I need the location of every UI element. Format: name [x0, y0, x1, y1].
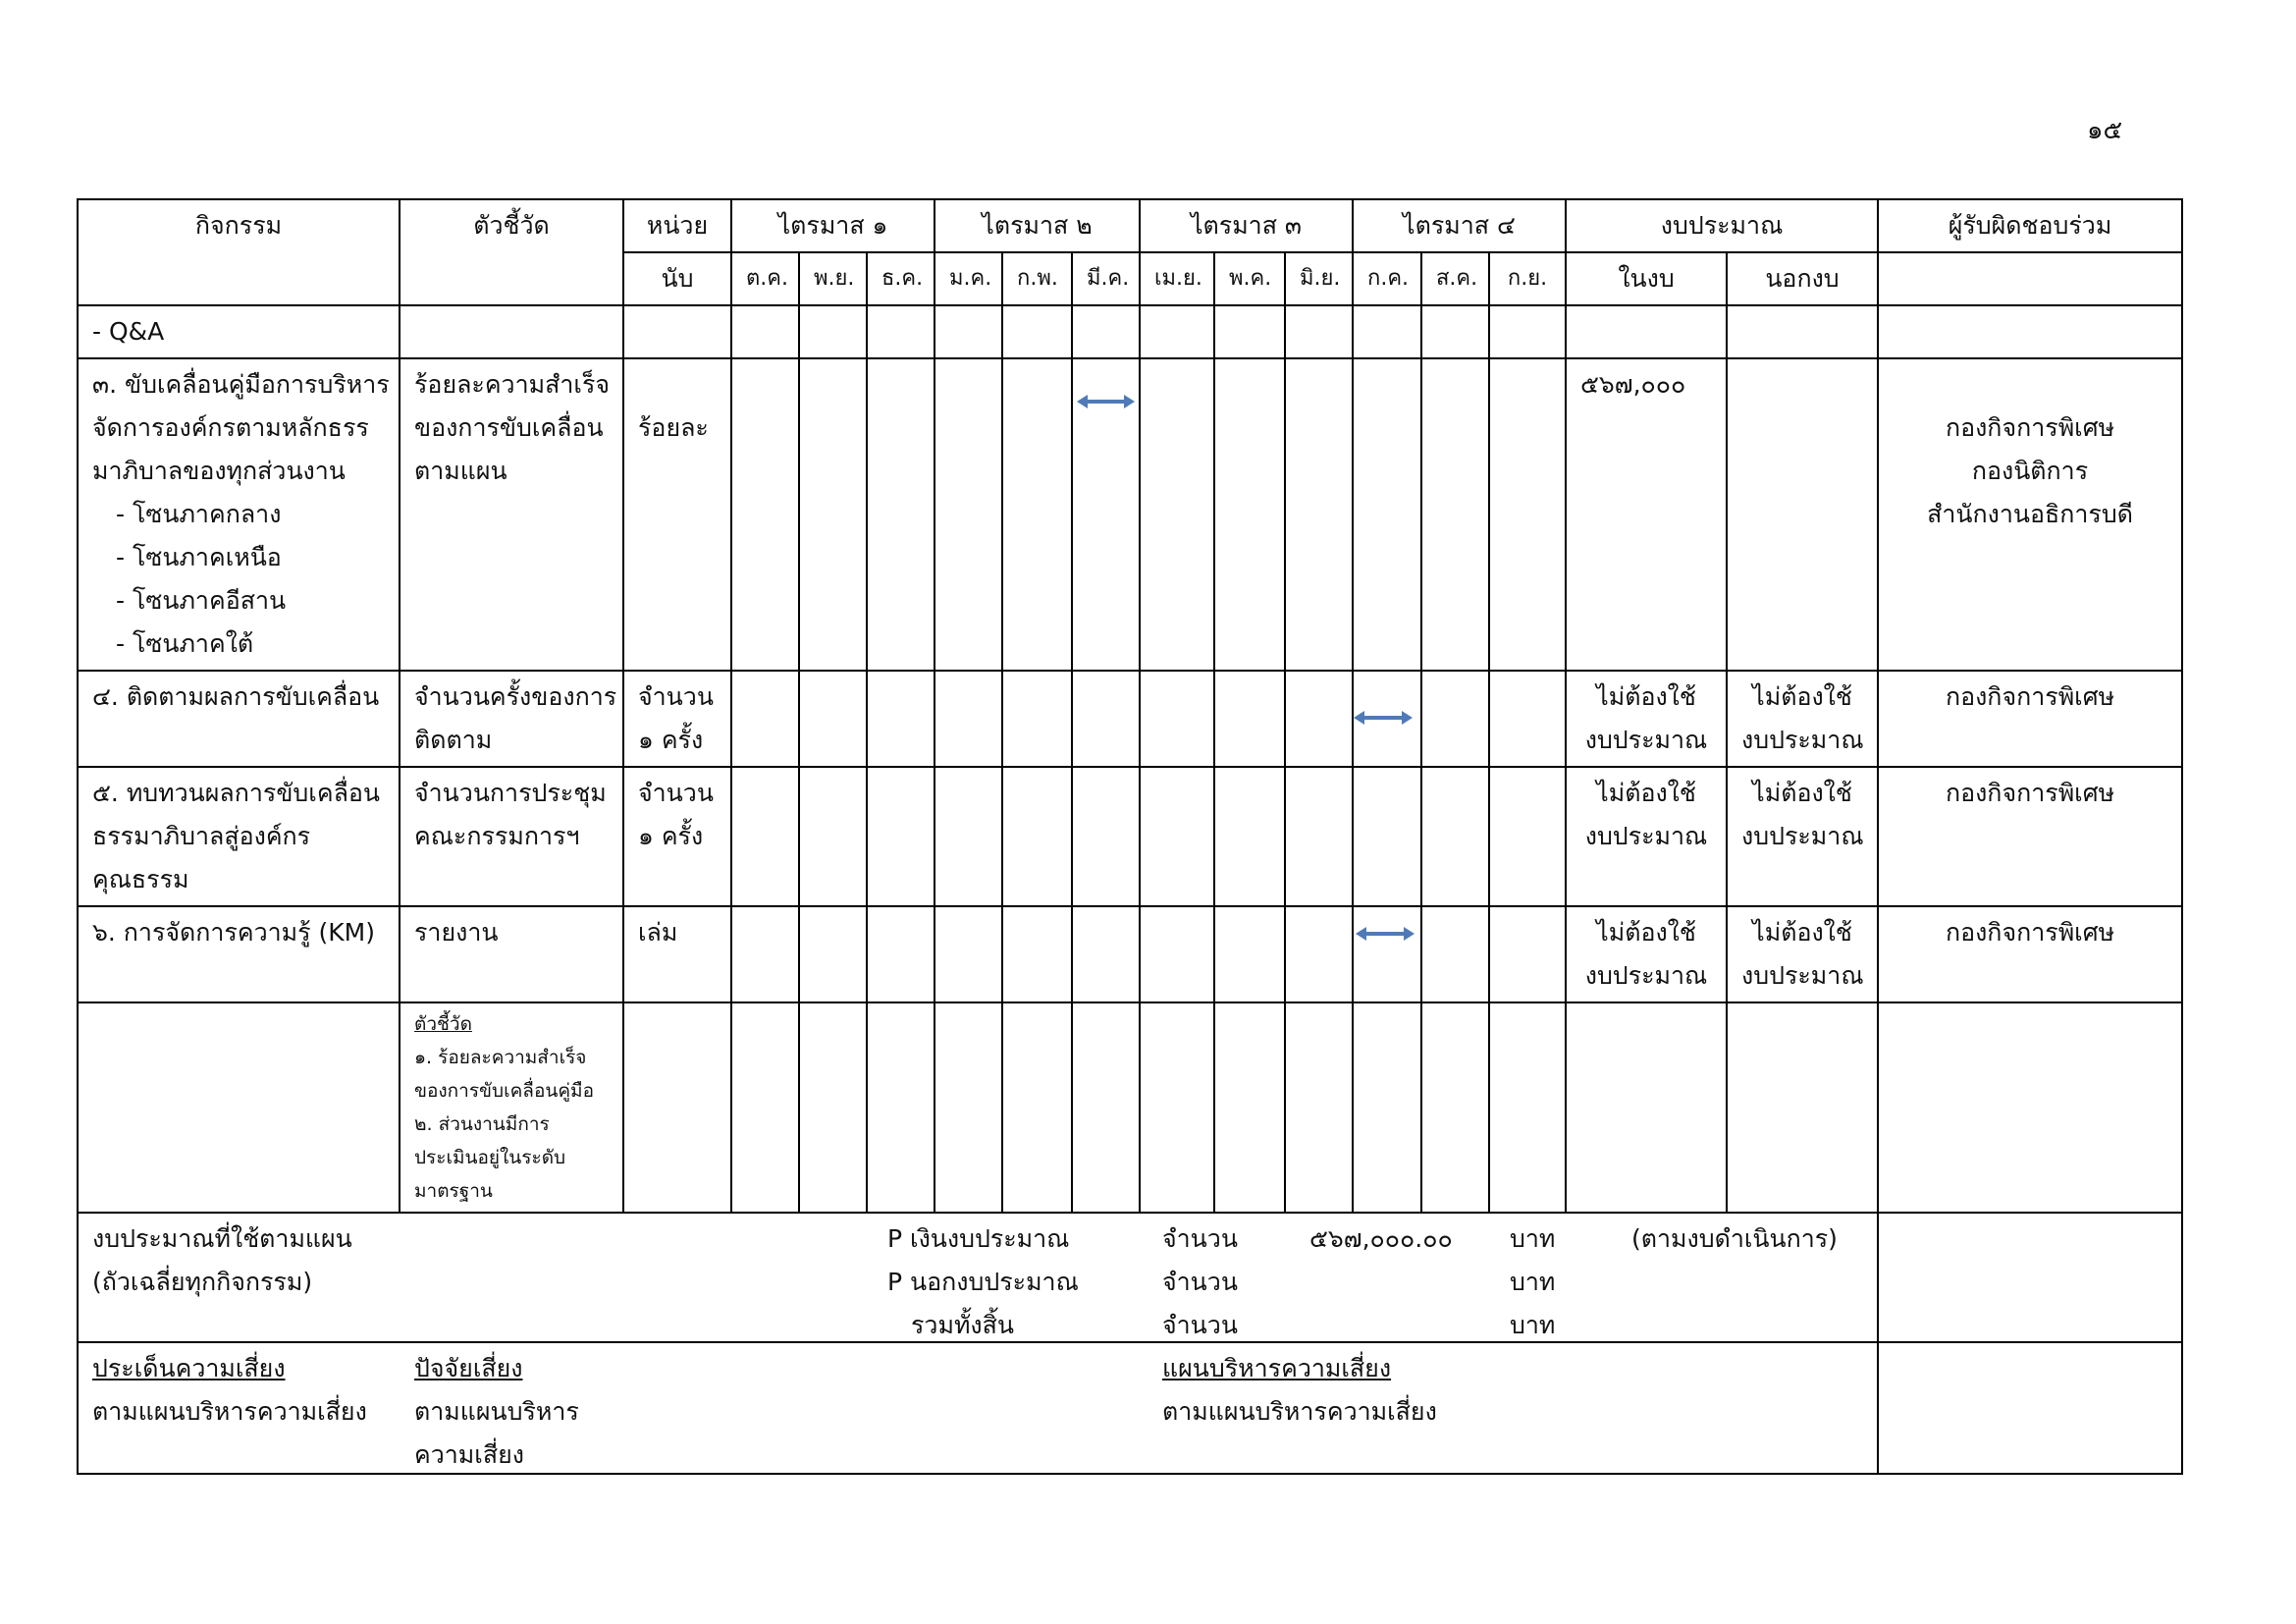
activity-plan-table — [77, 198, 2183, 1475]
indicator-line: จำนวนครั้งของการ — [414, 682, 617, 711]
indicator-line: คณะกรรมการฯ — [414, 822, 580, 850]
unit-line: จำนวน — [638, 779, 714, 807]
indicator-note-line: ๑. ร้อยละความสำเร็จ — [414, 1047, 587, 1068]
header-month: ก.ค. — [1353, 252, 1421, 305]
header-month: ก.ย. — [1489, 252, 1566, 305]
indicator-cell — [400, 671, 623, 767]
header-month: เม.ย. — [1140, 252, 1214, 305]
activity-cell: ๖. การจัดการความรู้ (KM) — [78, 906, 400, 1002]
budget-line: ไม่ต้องใช้ — [1752, 682, 1852, 711]
timeline-arrow-icon — [1077, 395, 1135, 408]
indicator-note-line: ๒. ส่วนงานมีการ — [414, 1113, 550, 1135]
table-row — [78, 906, 2182, 1002]
budget-type: P นอกงบประมาณ — [887, 1268, 1079, 1296]
zone-item: - โซนภาคกลาง — [116, 500, 282, 528]
activity-line: จัดการองค์กรตามหลักธรร — [92, 413, 369, 442]
unit-cell — [623, 767, 731, 906]
activity-line: คุณธรรม — [92, 865, 189, 893]
indicator-line: จำนวนการประชุม — [414, 779, 607, 807]
header-month: มี.ค. — [1072, 252, 1140, 305]
responsible-cell: กองกิจการพิเศษ — [1878, 906, 2182, 1002]
unit-line: ๑ ครั้ง — [638, 726, 704, 754]
budget-type: รวมทั้งสิ้น — [911, 1311, 1014, 1339]
header-month: มิ.ย. — [1285, 252, 1353, 305]
budget-count-label: จำนวน — [1162, 1311, 1238, 1339]
header-unit-line2: นับ — [623, 252, 731, 305]
budget-unit: บาท — [1510, 1268, 1556, 1296]
unit-line: จำนวน — [638, 682, 714, 711]
page-number: ๑๕ — [2087, 116, 2123, 145]
header-month: พ.ย. — [799, 252, 867, 305]
budget-line: ไม่ต้องใช้ — [1596, 918, 1696, 947]
activity-cell — [78, 767, 400, 906]
activity-cell: ๔. ติดตามผลการขับเคลื่อน — [78, 671, 400, 767]
budget-line: ไม่ต้องใช้ — [1752, 918, 1852, 947]
responsible-line: กองกิจการพิเศษ — [1945, 413, 2115, 442]
risk-factor-title: ปัจจัยเสี่ยง — [414, 1354, 523, 1382]
out-budget-cell — [1727, 906, 1878, 1002]
unit-line: ๑ ครั้ง — [638, 822, 704, 850]
unit-cell — [623, 671, 731, 767]
budget-line: งบประมาณ — [1584, 961, 1708, 990]
budget-note: (ตามงบดำเนินการ) — [1631, 1224, 1838, 1253]
header-unit-line1: หน่วย — [623, 199, 731, 252]
indicator-cell — [400, 767, 623, 906]
timeline-arrow-icon — [1354, 711, 1413, 725]
budget-line: งบประมาณ — [1741, 822, 1864, 850]
header-quarter-1: ไตรมาส ๑ — [731, 199, 934, 252]
header-responsible: ผู้รับผิดชอบร่วม — [1878, 199, 2182, 252]
budget-amount: ๕๖๗,๐๐๐.๐๐ — [1309, 1224, 1453, 1253]
header-quarter-3: ไตรมาส ๓ — [1140, 199, 1353, 252]
activity-line: ๕. ทบทวนผลการขับเคลื่อน — [92, 779, 380, 807]
table-row — [78, 671, 2182, 767]
budget-summary-label: งบประมาณที่ใช้ตามแผน — [92, 1224, 352, 1253]
header-month: ม.ค. — [934, 252, 1002, 305]
indicator-line: ของการขับเคลื่อน — [414, 413, 604, 442]
timeline-month-jul — [1353, 671, 1421, 767]
budget-unit: บาท — [1510, 1311, 1556, 1339]
header-out-budget: นอกงบ — [1727, 252, 1878, 305]
risk-factor-text: ความเสี่ยง — [414, 1440, 524, 1469]
risk-issue-title: ประเด็นความเสี่ยง — [92, 1354, 286, 1382]
budget-line: งบประมาณ — [1584, 726, 1708, 754]
out-budget-cell — [1727, 767, 1878, 906]
activity-cell — [78, 358, 400, 671]
in-budget-cell — [1566, 358, 1727, 671]
budget-line: งบประมาณ — [1741, 961, 1864, 990]
responsible-line: สำนักงานอธิการบดี — [1927, 500, 2133, 528]
risk-plan-text: ตามแผนบริหารความเสี่ยง — [1162, 1397, 1437, 1426]
risk-factor-text: ตามแผนบริหาร — [414, 1397, 579, 1426]
budget-line: งบประมาณ — [1584, 822, 1708, 850]
activity-line: ธรรมาภิบาลสู่องค์กร — [92, 822, 311, 850]
indicator-notes-cell — [400, 1002, 623, 1213]
table-row — [78, 767, 2182, 906]
unit-text: ร้อยละ — [638, 413, 709, 442]
risk-issue-text: ตามแผนบริหารความเสี่ยง — [92, 1397, 367, 1426]
in-budget-cell — [1566, 906, 1727, 1002]
budget-line: ไม่ต้องใช้ — [1752, 779, 1852, 807]
header-budget: งบประมาณ — [1566, 199, 1878, 252]
budget-summary-row — [78, 1213, 2182, 1342]
header-quarter-4: ไตรมาส ๔ — [1353, 199, 1566, 252]
budget-summary-label: (ถัวเฉลี่ยทุกกิจกรรม) — [92, 1268, 313, 1296]
budget-count-label: จำนวน — [1162, 1224, 1238, 1253]
header-month: ต.ค. — [731, 252, 799, 305]
indicator-line: ร้อยละความสำเร็จ — [414, 370, 611, 399]
zone-item: - โซนภาคอีสาน — [116, 586, 287, 615]
indicator-notes-title: ตัวชี้วัด — [414, 1013, 472, 1035]
budget-unit: บาท — [1510, 1224, 1556, 1253]
header-activity: กิจกรรม — [78, 199, 400, 305]
responsible-cell — [1878, 358, 2182, 671]
unit-cell — [623, 358, 731, 671]
zone-item: - โซนภาคใต้ — [116, 629, 254, 658]
table-row — [78, 358, 2182, 671]
timeline-month-mar — [1072, 358, 1140, 671]
in-budget-cell — [1566, 671, 1727, 767]
table-row — [78, 1002, 2182, 1213]
header-month: ส.ค. — [1421, 252, 1489, 305]
budget-type: P เงินงบประมาณ — [887, 1224, 1070, 1253]
out-budget-cell — [1727, 671, 1878, 767]
risk-row — [78, 1342, 2182, 1474]
budget-line: ไม่ต้องใช้ — [1596, 682, 1696, 711]
zone-item: - โซนภาคเหนือ — [116, 543, 282, 571]
activity-cell: - Q&A — [78, 305, 400, 358]
responsible-cell: กองกิจการพิเศษ — [1878, 767, 2182, 906]
header-quarter-2: ไตรมาส ๒ — [934, 199, 1140, 252]
timeline-month-jul — [1353, 906, 1421, 1002]
risk-cell — [78, 1342, 1878, 1474]
indicator-cell: รายงาน — [400, 906, 623, 1002]
header-month: พ.ค. — [1214, 252, 1285, 305]
budget-amount: ๕๖๗,๐๐๐ — [1580, 370, 1686, 399]
header-in-budget: ในงบ — [1566, 252, 1727, 305]
risk-plan-title: แผนบริหารความเสี่ยง — [1162, 1354, 1392, 1382]
activity-line: มาภิบาลของทุกส่วนงาน — [92, 457, 346, 485]
timeline-arrow-icon — [1356, 927, 1415, 941]
unit-cell: เล่ม — [623, 906, 731, 1002]
budget-count-label: จำนวน — [1162, 1268, 1238, 1296]
header-indicator: ตัวชี้วัด — [400, 199, 623, 305]
budget-summary-cell — [78, 1213, 1878, 1342]
responsible-line: กองนิติการ — [1971, 457, 2089, 485]
budget-line: ไม่ต้องใช้ — [1596, 779, 1696, 807]
budget-line: งบประมาณ — [1741, 726, 1864, 754]
indicator-line: ติดตาม — [414, 726, 493, 754]
indicator-note-line: ประเมินอยู่ในระดับ — [414, 1147, 566, 1168]
table-row — [78, 305, 2182, 358]
header-month: ธ.ค. — [867, 252, 934, 305]
indicator-note-line: มาตรฐาน — [414, 1180, 493, 1202]
activity-line: ๓. ขับเคลื่อนคู่มือการบริหาร — [92, 370, 390, 399]
responsible-cell: กองกิจการพิเศษ — [1878, 671, 2182, 767]
indicator-line: ตามแผน — [414, 457, 507, 485]
in-budget-cell — [1566, 767, 1727, 906]
header-month: ก.พ. — [1002, 252, 1072, 305]
indicator-note-line: ของการขับเคลื่อนคู่มือ — [414, 1080, 594, 1102]
indicator-cell — [400, 358, 623, 671]
